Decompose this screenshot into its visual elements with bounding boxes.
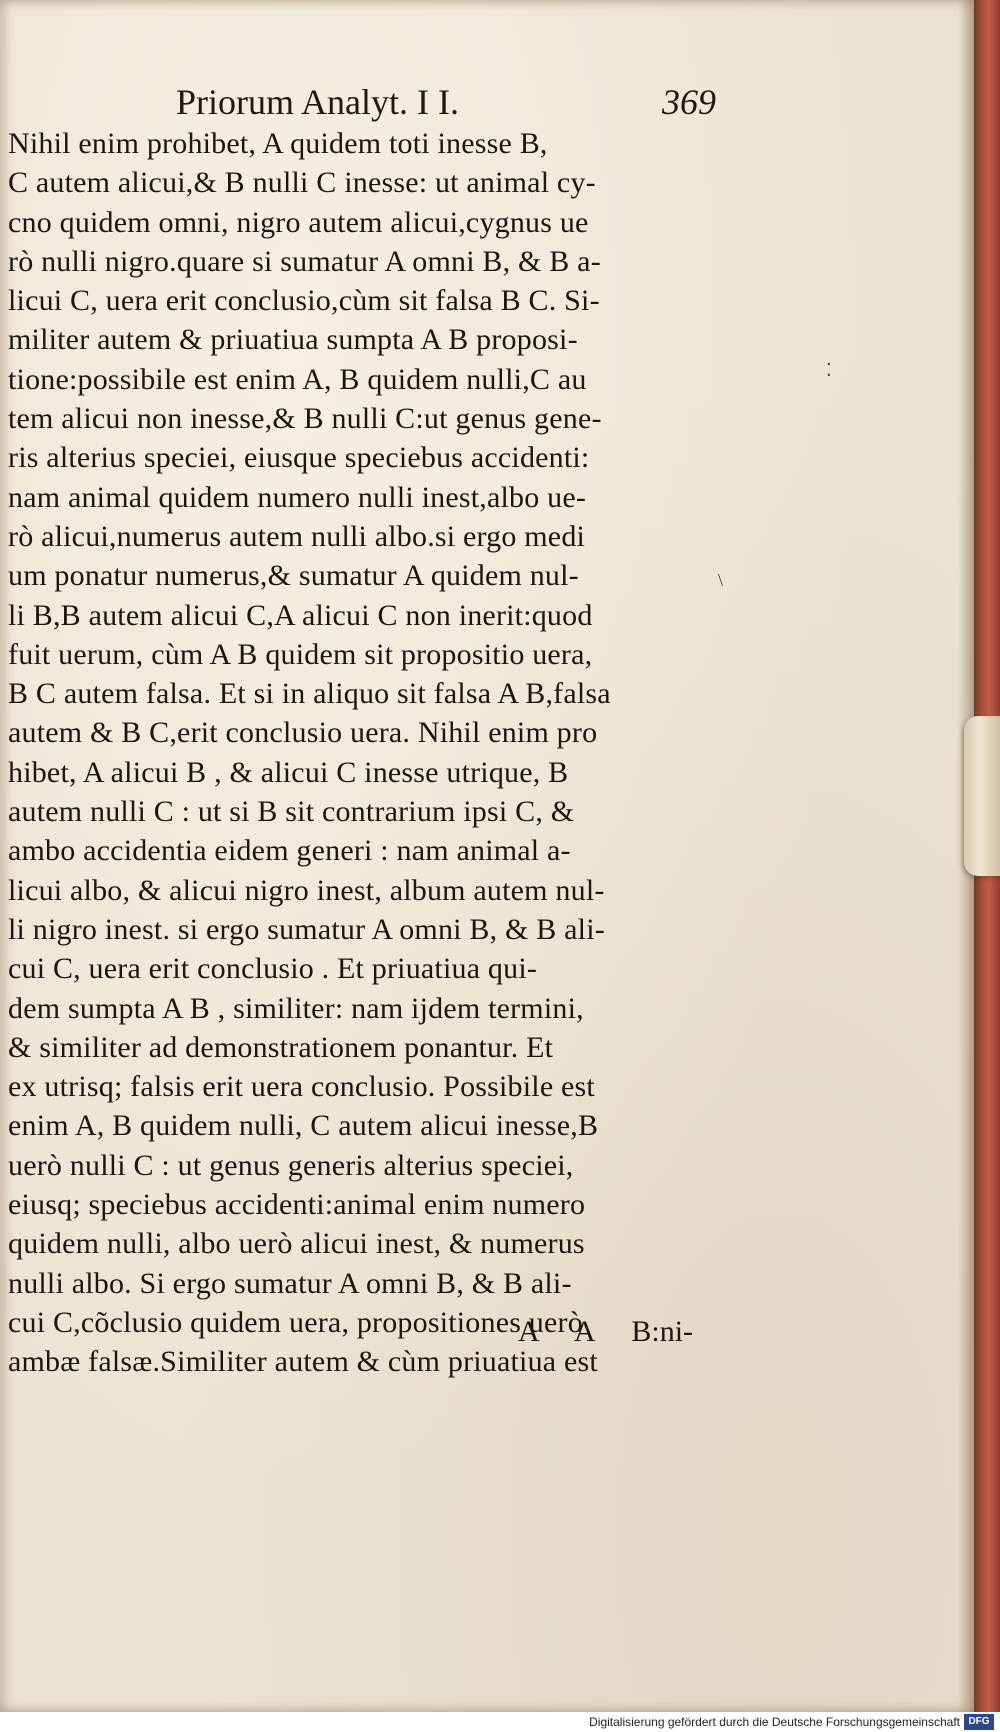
text-line: licui albo, & alicui nigro inest, album autem nul- <box>8 873 605 907</box>
text-line: li B,B autem alicui C,A alicui C non inerit:quod <box>8 598 593 632</box>
text-line: rò nulli nigro.quare si sumatur A omni B, & B a- <box>8 244 601 278</box>
text-line: militer autem & priuatiua sumpta A B proposi- <box>8 323 578 357</box>
text-line: C autem alicui,& B nulli C inesse: ut animal cy- <box>8 166 596 200</box>
text-line: B C autem falsa. Et si in aliquo sit falsa A B,falsa <box>8 677 611 711</box>
text-line: cno quidem omni, nigro autem alicui,cygnus ue <box>8 205 589 239</box>
text-line: ambæ falsæ.Similiter autem & cùm priuatiua est <box>8 1345 598 1379</box>
catchword: A A B:ni- <box>518 1315 694 1348</box>
text-line: li nigro inest. si ergo sumatur A omni B, & B ali- <box>8 912 605 946</box>
running-head <box>176 80 716 124</box>
text-line: enim A, B quidem nulli, C autem alicui inesse,B <box>8 1109 599 1143</box>
text-line: Nihil enim prohibet, A quidem toti inesse B, <box>8 127 548 160</box>
margin-mark: \ <box>718 570 724 590</box>
text-line: nam animal quidem numero nulli inest,albo ue- <box>8 480 587 514</box>
running-title: Priorum Analyt. I I. <box>176 82 459 122</box>
text-line: autem nulli C : ut si B sit contrarium ipsi C, & <box>8 795 575 829</box>
text-line: tione:possibile est enim A, B quidem nulli,C au <box>8 362 587 396</box>
text-line: uerò nulli C : ut genus generis alterius speciei, <box>8 1148 574 1182</box>
text-line: dem sumpta A B , similiter: nam ijdem termini, <box>8 991 584 1025</box>
text-line: ambo accidentia eidem generi : nam animal a- <box>8 834 571 868</box>
text-line: autem & B C,erit conclusio uera. Nihil enim pro <box>8 716 598 750</box>
text-line: & similiter ad demonstrationem ponantur. Et <box>8 1030 554 1064</box>
footer-credit: Digitalisierung gefördert durch die Deutsche Forschungsgemeinschaft <box>589 1715 960 1729</box>
text-line: rò alicui,numerus autem nulli albo.si ergo medi <box>8 519 586 553</box>
text-line: quidem nulli, albo uerò alicui inest, & numerus <box>8 1227 585 1261</box>
text-line: um ponatur numerus,& sumatur A quidem nul- <box>8 559 579 593</box>
page-number: 369 <box>662 82 716 122</box>
text-line: tem alicui non inesse,& B nulli C:ut genus gene- <box>8 402 602 436</box>
text-line: cui C, uera erit conclusio . Et priuatiua qui- <box>8 952 538 986</box>
text-line: nulli albo. Si ergo sumatur A omni B, & B ali- <box>8 1266 572 1300</box>
text-line: fuit uerum, cùm A B quidem sit propositio uera, <box>8 637 593 671</box>
bookmark-tab <box>964 716 1000 876</box>
text-line: licui C, uera erit conclusio,cùm sit falsa B C. Si- <box>8 284 600 318</box>
margin-mark: ⁚ <box>826 360 832 380</box>
body-text <box>8 124 728 1382</box>
text-line: hibet, A alicui B , & alicui C inesse utrique, B <box>8 755 569 789</box>
text-line: eiusq; speciebus accidenti:animal enim numero <box>8 1188 586 1222</box>
text-line: ex utrisq; falsis erit uera conclusio. Possibile est <box>8 1070 595 1104</box>
text-line: cui C,cõclusio quidem uera, propositiones uerò <box>8 1305 583 1339</box>
dfg-logo: DFG <box>964 1714 994 1730</box>
text-line: ris alterius speciei, eiusque speciebus accidenti: <box>8 441 590 475</box>
